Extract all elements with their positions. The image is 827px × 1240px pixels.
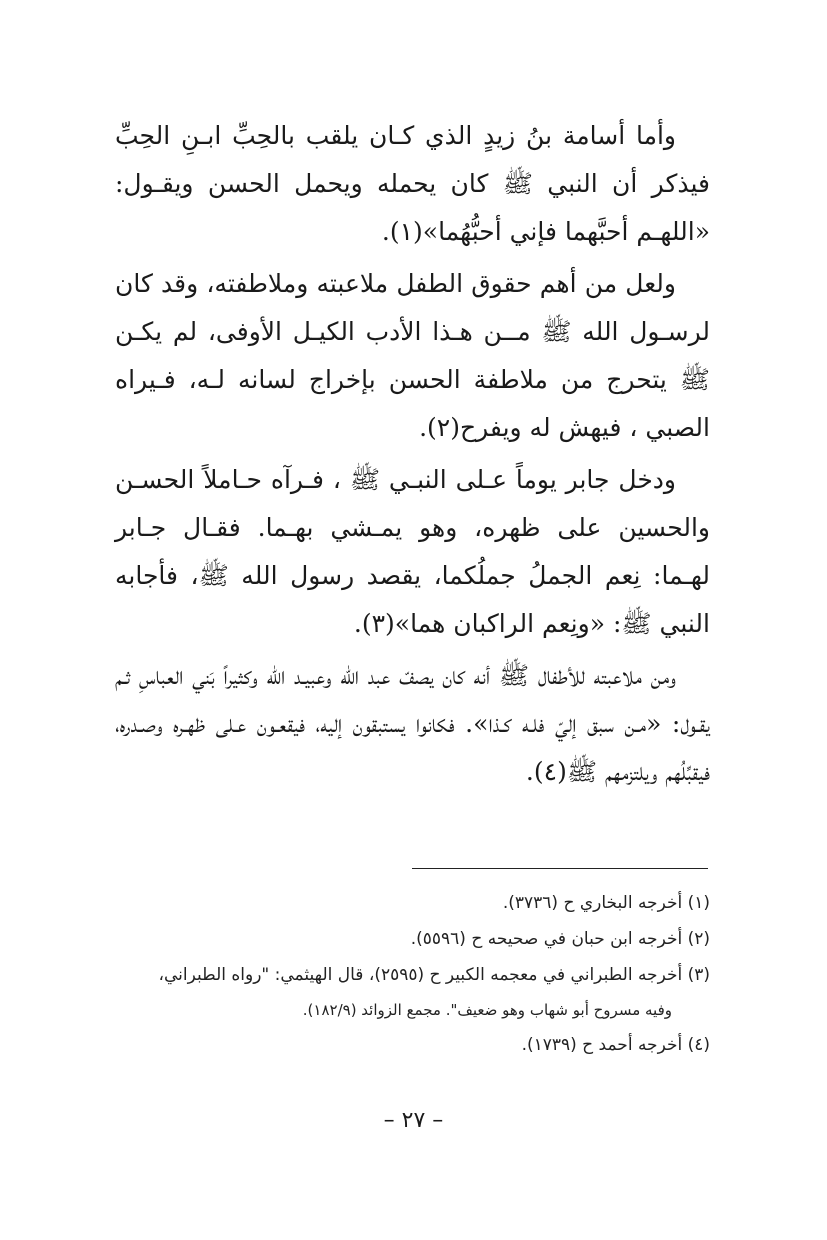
footnotes xyxy=(115,885,710,1063)
paragraph-race: ومن ملاعبته للأطفال ﷺ أنه كان يصفّ عبد الله وعبيـد الله وكثيراً بَني العباسِ ثـم يقـول: «مـن سبق إليّ فلـه كـذا». فكانوا يستبقون إليه، فيقعـون عـلى ظهـره وصـدره، فيقبِّلُهم ويلتزمهم ﷺ(٤). xyxy=(115,661,710,786)
paragraph-jabir: ودخل جابر يوماً عـلى النبـي ﷺ ، فـرآه حـاملاً الحسـن والحسين على ظهره، وهو يمـشي بهـما. فقـال جـابر لهـما: نِعم الجملُ جملُكما، يقصد رسول الله ﷺ، فأجابه النبي ﷺ: «ونِعم الراكبان هما»(٣). xyxy=(115,465,710,638)
footnote-4: (٤) أخرجه أحمد ح (١٧٣٩). xyxy=(521,1035,710,1055)
footnote-3-continued: وفيه مسروح أبو شهاب وهو ضعيف". مجمع الزوائد (١٨٢/٩). xyxy=(302,1001,672,1019)
footnote-1: (١) أخرجه البخاري ح (٣٧٣٦). xyxy=(502,893,710,913)
paragraph-usama: وأما أسامة بنُ زيدٍ الذي كـان يلقب بالحِبِّ ابـنِ الحِبِّ فيذكر أن النبي ﷺ كان يحمله ويحمل الحسن ويقـول: «اللهـم أحبَّهما فإني أحبُّهُما»(١). xyxy=(115,121,710,246)
page-number: – ٢٧ – xyxy=(383,1108,444,1133)
footnote-divider xyxy=(412,868,708,869)
main-text xyxy=(115,112,710,796)
footnote-2: (٢) أخرجه ابن حبان في صحيحه ح (٥٥٩٦). xyxy=(410,929,710,949)
footnote-3: (٣) أخرجه الطبراني في معجمه الكبير ح (٢٥٩٥)، قال الهيثمي: "رواه الطبراني، xyxy=(158,965,710,985)
paragraph-playfulness: ولعل من أهم حقوق الطفل ملاعبته وملاطفته، وقد كان لرسـول الله ﷺ مــن هـذا الأدب الكيـل الأوفى، لم يكـن ﷺ يتحرج من ملاطفة الحسن بإخراج لسانه لـه، فـيراه الصبي ، فيهش له ويفرح(٢). xyxy=(115,269,710,442)
